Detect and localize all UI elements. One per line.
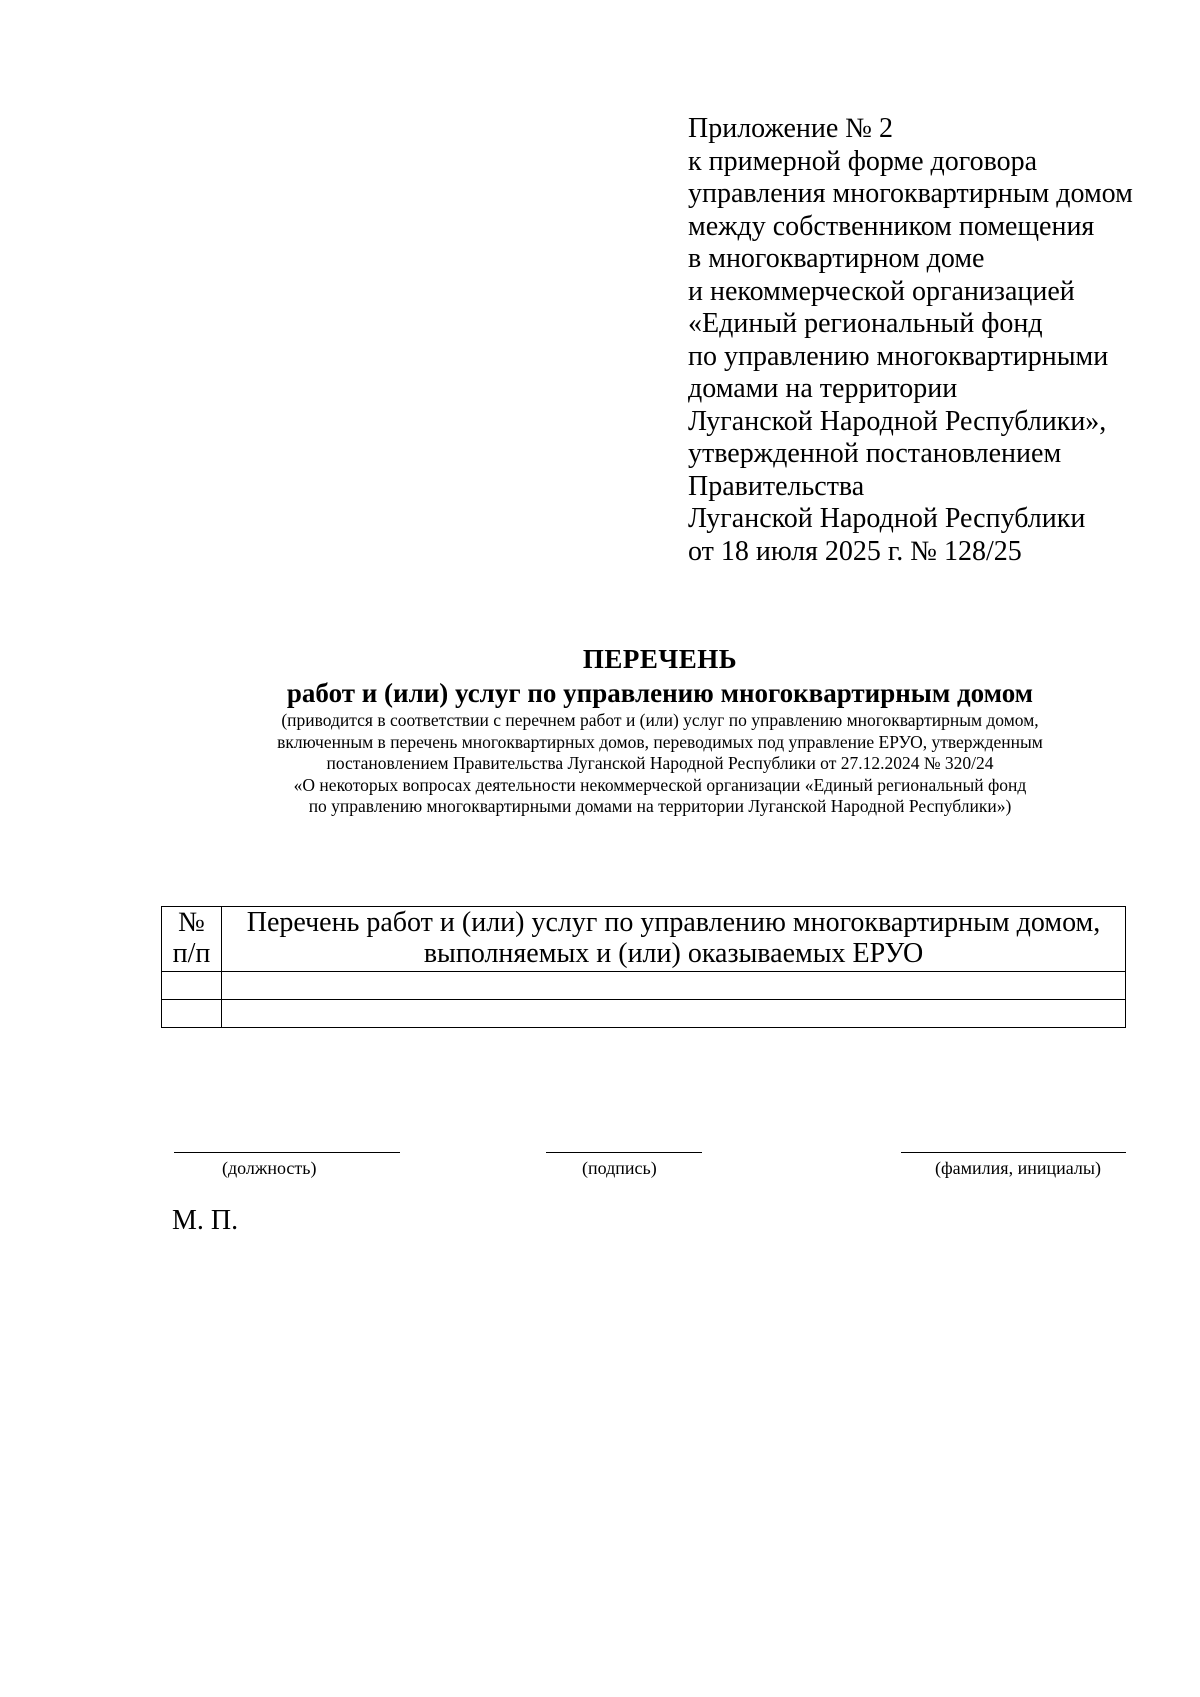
header-description-line: выполняемых и (или) оказываемых ЕРУО [423,938,924,969]
signature-caption: (подпись) [582,1158,657,1178]
appendix-line: от 18 июля 2025 г. № 128/25 [688,535,1022,567]
document-note [0,710,1200,818]
note-line: постановлением Правительства Луганской Народной Республики от 27.12.2024 № 320/24 [326,753,994,773]
appendix-line: и некоммерческой организацией [688,275,1075,307]
table-row [162,1000,1126,1028]
note-line: (приводится в соответствии с перечнем работ и (или) услуг по управлению многоквартирным домом, [281,710,1039,730]
header-number-line: п/п [172,938,211,969]
appendix-reference [688,113,1188,568]
header-description-cell [222,907,1126,972]
appendix-line: Луганской Народной Республики», [688,405,1107,437]
table-row [162,972,1126,1000]
table-header-row [162,907,1126,972]
signature-line [546,1152,702,1153]
note-line: «О некоторых вопросах деятельности некоммерческой организации «Единый региональный фонд [293,774,1027,795]
row-number-cell [162,1000,222,1028]
document-subtitle: работ и (или) услуг по управлению многоквартирным домом [286,678,1034,708]
name-caption: (фамилия, инициалы) [935,1158,1101,1178]
row-description-cell [222,972,1126,1000]
appendix-line: между собственником помещения [688,210,1095,242]
header-description-line: Перечень работ и (или) услуг по управлению многоквартирным домом, [246,907,1101,938]
appendix-line: Приложение № 2 [688,113,893,144]
appendix-line: Луганской Народной Республики [688,503,1086,534]
appendix-line: Правительства [688,470,865,502]
row-description-cell [222,1000,1126,1028]
name-signature-line [901,1152,1126,1153]
appendix-line: к примерной форме договора [688,145,1038,177]
appendix-line: по управлению многоквартирными [688,340,1109,372]
appendix-line: домами на территории [688,373,958,404]
position-signature-line [174,1152,400,1153]
stamp-placeholder: М. П. [172,1205,239,1236]
header-number-line: № [178,907,205,938]
appendix-line: в многоквартирном доме [688,243,985,274]
document-title: ПЕРЕЧЕНЬ [582,644,738,674]
position-caption: (должность) [222,1158,317,1178]
note-line: включенным в перечень многоквартирных домов, переводимых под управление ЕРУО, утвержденным [277,731,1043,752]
header-number-cell [162,907,222,972]
works-table [161,906,1126,1028]
appendix-line: «Единый региональный фонд [688,308,1043,339]
appendix-line: управления многоквартирным домом [688,178,1133,209]
note-line: по управлению многоквартирными домами на территории Луганской Народной Республики») [308,796,1012,816]
row-number-cell [162,972,222,1000]
appendix-line: утвержденной постановлением [688,438,1062,469]
